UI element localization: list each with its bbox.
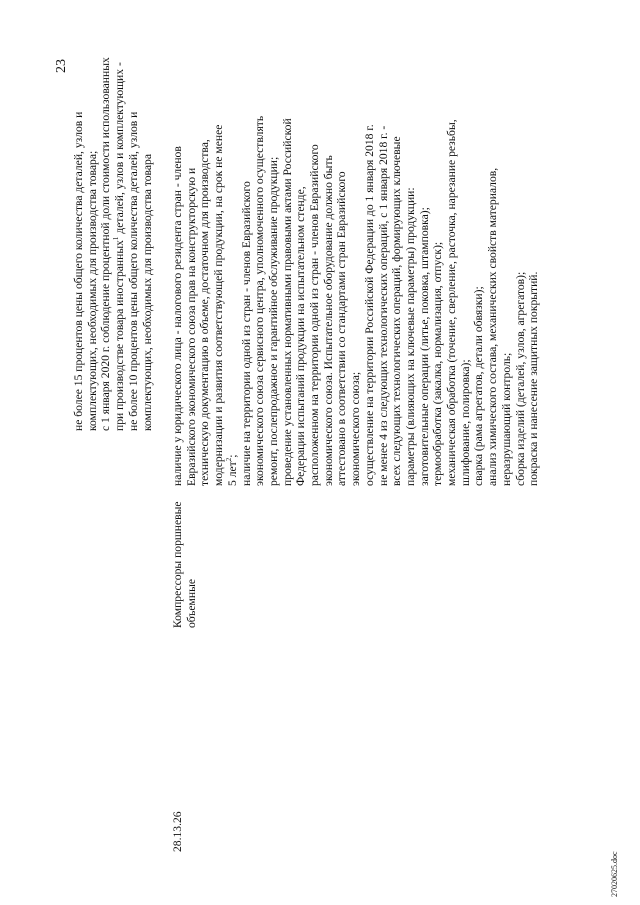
continuation-line-part: деталей, узлов и комплектующих - [113,62,127,237]
product-name-line: объемные [184,578,198,628]
requirement-line: термообработка (закалка, нормализация, отпуск); [431,241,445,486]
requirement-line: Федерации испытаний продукции на испытательном стенде, [294,186,308,486]
continuation-line: комплектующих, необходимых для производства товара; [85,150,99,431]
requirement-line: проведение установленных нормативными правовыми актами Российской [280,118,294,486]
continuation-line [113,57,127,431]
requirement-line: параметры (влияющих на ключевые параметры) продукции: [403,187,417,486]
continuation-line-part: при производстве товара иностранных [113,240,127,431]
product-name-line: Компрессоры поршневые [171,501,184,628]
requirement-line: модернизации и развития соответствующей продукции, на срок не менее [212,124,226,486]
page-number: 23 [54,59,69,73]
requirement-line: экономического союза сервисного центра, уполномоченного осуществлять [253,115,267,486]
requirements-cell [171,116,541,486]
requirement-line: экономического союза. Испытательное оборудование должно быть [321,155,335,486]
requirement-line: наличие у юридического лица - налогового резидента стран - членов [171,146,184,486]
requirement-line: неразрушающий контроль; [499,352,513,486]
requirement-line-part: 5 лет [225,461,239,486]
continuation-cell [72,57,154,431]
requirement-line: Евразийского экономического союза прав на конструкторскую и [184,167,198,486]
requirement-line: экономического союза; [349,371,363,486]
document-file-reference: 27020625.doc [610,851,619,897]
continuation-line: комплектующих, необходимых для производства товара [140,154,154,431]
requirement-line: механическая обработка (точение, сверление, расточка, нарезание резьбы, [445,119,459,486]
product-name-cell [171,498,198,628]
requirement-line: всех следующих технологических операций, формирующих ключевые [390,136,404,486]
requirement-line: заготовительные операции (литье, поковка, штамповка); [417,207,431,486]
footnote-mark: 2 [224,457,233,462]
requirement-line: техническую документацию в объеме, достаточном для производства, [198,139,212,486]
requirement-line: осуществление на территории Российской Федерации до 1 января 2018 г. [362,124,376,486]
requirement-line: аттестовано в соответствии со стандартами стран Евразийского [335,171,349,486]
requirement-line: сварка (рама агрегатов, детали обвязки); [472,286,486,486]
continuation-line: с 1 января 2020 г. соблюдение процентной доли стоимости использованных [99,57,113,431]
okpd-code-cell: 28.13.26 [171,811,184,852]
requirement-line: сборка изделий (деталей, узлов, агрегатов); [513,271,527,486]
continuation-line: не более 15 процентов цены общего количества деталей, узлов и [72,111,85,431]
requirement-line: не менее 4 из следующих технологических операций, с 1 января 2018 г. - [376,125,390,486]
requirement-line: анализ химического состава, механических свойств материалов, [486,167,500,486]
footnote-mark: 1 [112,236,121,241]
requirement-line: ремонт, послепродажное и гарантийное обслуживание продукции; [266,156,280,486]
requirement-line: расположенном на территории одной из стран - членов Евразийского [308,144,322,486]
continuation-line: не более 10 процентов цены общего количества деталей, узлов и [126,111,140,431]
requirement-line: покраска и нанесение защитных покрытий. [527,271,541,486]
requirement-line [226,116,240,486]
requirement-line: наличие на территории одной из стран - членов Евразийского [239,181,253,486]
requirement-line: шлифование, полировка); [458,359,472,486]
requirement-line-part: ; [225,454,239,458]
